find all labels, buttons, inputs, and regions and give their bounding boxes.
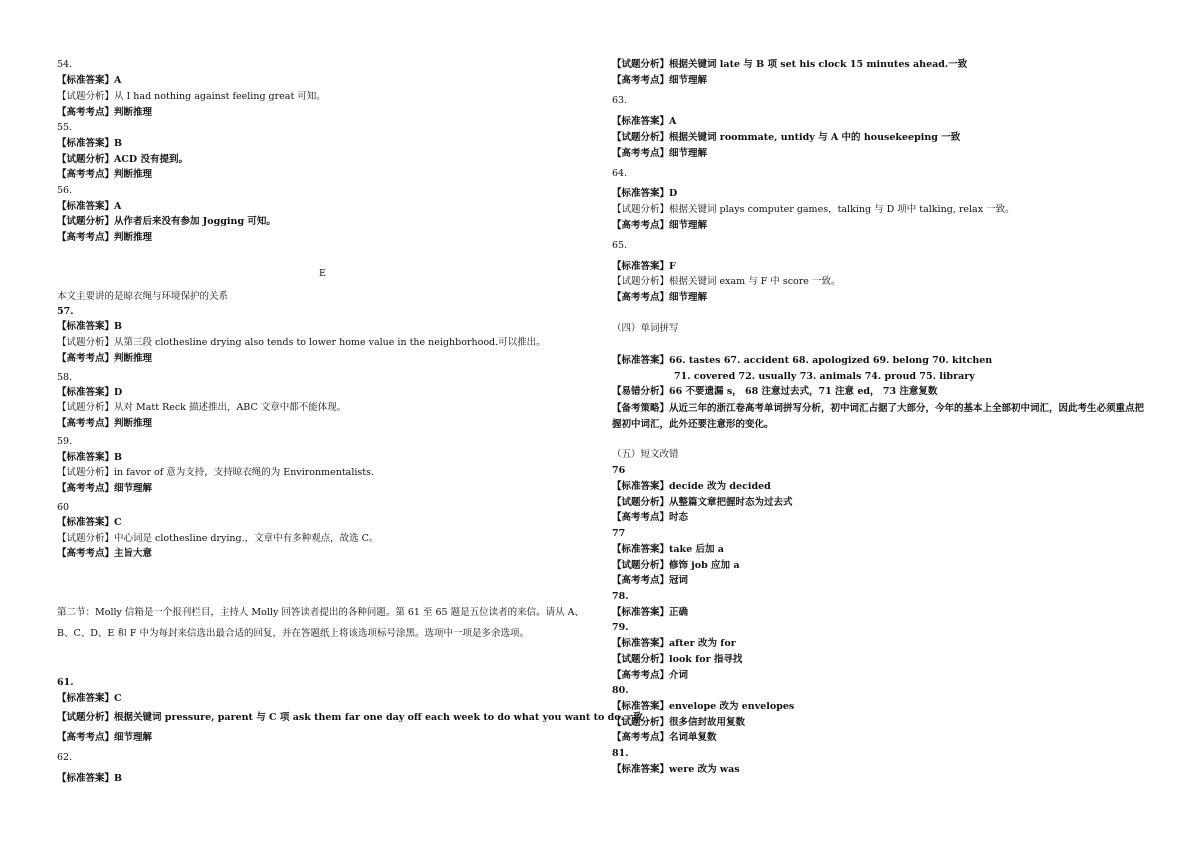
exam-point: 【高考考点】细节理解: [612, 220, 708, 231]
question-number: 57.: [57, 306, 74, 317]
question-number: 62.: [57, 752, 73, 763]
exam-point: 【高考考点】冠词: [612, 575, 689, 586]
question-number: 60: [57, 502, 70, 513]
standard-answer: 【标准答案】正确: [612, 607, 689, 618]
exam-point: 【高考考点】介词: [612, 670, 689, 681]
analysis: 【试题分析】从对 Matt Reck 描述推出，ABC 文章中都不能体现。: [57, 402, 347, 413]
exam-point: 【高考考点】判断推理: [57, 418, 153, 429]
standard-answer: 【标准答案】envelope 改为 envelopes: [612, 701, 795, 712]
exam-point: 【高考考点】判断推理: [57, 232, 153, 243]
analysis: 【试题分析】很多信封故用复数: [612, 717, 746, 728]
study-strategy: 【备考策略】从近三年的浙江卷高考单词拼写分析，初中词汇占据了大部分，今年的基本上全部初中词汇，因此考生必须重点把握初中词汇，此外还要注意形的变化。: [612, 403, 1145, 430]
standard-answer: 【标准答案】D: [612, 188, 678, 199]
question-number: 59.: [57, 436, 73, 447]
analysis: 【试题分析】in favor of 意为支持，支持晾衣绳的为 Environmentalists.: [57, 467, 375, 478]
analysis: 【试题分析】中心词是 clothesline drying.，文章中有多种观点，故选 C。: [57, 533, 379, 544]
question-number: 61.: [57, 677, 74, 688]
standard-answer: 【标准答案】A: [57, 75, 122, 86]
standard-answer: 【标准答案】B: [57, 452, 123, 463]
exam-point: 【高考考点】判断推理: [57, 169, 153, 180]
exam-point: 【高考考点】名词单复数: [612, 732, 717, 743]
analysis: 【试题分析】根据关键词 exam 与 F 中 score 一致。: [612, 276, 841, 287]
passage-summary: 本文主要讲的是晾衣绳与环境保护的关系: [57, 291, 229, 302]
question-number: 56.: [57, 185, 73, 196]
exam-point: 【高考考点】细节理解: [57, 732, 153, 743]
question-number: 76: [612, 465, 626, 476]
question-number: 78.: [612, 591, 629, 602]
standard-answer: 【标准答案】F: [612, 261, 676, 272]
standard-answer: 【标准答案】A: [57, 201, 122, 212]
question-number: 55.: [57, 122, 73, 133]
question-number: 77: [612, 528, 626, 539]
question-number: 64.: [612, 168, 628, 179]
exam-point: 【高考考点】时态: [612, 512, 689, 523]
exam-point: 【高考考点】细节理解: [612, 292, 708, 303]
analysis: 【试题分析】look for 指寻找: [612, 654, 743, 665]
exam-point: 【高考考点】细节理解: [612, 148, 708, 159]
exam-point: 【高考考点】判断推理: [57, 353, 153, 364]
standard-answer: 【标准答案】A: [612, 116, 677, 127]
analysis: 【试题分析】根据关键词 roommate, untidy 与 A 中的 housekeeping 一致: [612, 132, 961, 143]
standard-answer: 【标准答案】take 后加 a: [612, 544, 724, 555]
standard-answer: 【标准答案】D: [57, 387, 123, 398]
question-number: 54.: [57, 59, 73, 70]
error-analysis: 【易错分析】66 不要遗漏 s， 68 注意过去式，71 注意 ed， 73 注意复数: [612, 386, 938, 397]
analysis: 【试题分析】修饰 job 应加 a: [612, 560, 740, 571]
exam-point: 【高考考点】判断推理: [57, 107, 153, 118]
analysis: 【试题分析】从整篇文章把握时态为过去式: [612, 497, 793, 508]
analysis: 【试题分析】根据关键词 plays computer games，talking 与 D 项中 talking, relax 一致。: [612, 204, 1015, 215]
standard-answer: 【标准答案】were 改为 was: [612, 764, 740, 775]
standard-answer: 【标准答案】B: [57, 321, 123, 332]
standard-answer: 【标准答案】after 改为 for: [612, 638, 736, 649]
spelling-answers-row-2: 71. covered 72. usually 73. animals 74. proud 75. library: [674, 371, 975, 382]
question-number: 79.: [612, 622, 629, 633]
question-number: 58.: [57, 372, 73, 383]
analysis: 【试题分析】ACD 没有提到。: [57, 154, 188, 165]
section-five-title: （五）短文改错: [612, 449, 679, 460]
exam-point: 【高考考点】细节理解: [612, 75, 708, 86]
analysis: 【试题分析】根据关键词 pressure, parent 与 C 项 ask them far one day off each week to do what you want to do.一致: [57, 712, 643, 723]
standard-answer: 【标准答案】C: [57, 693, 122, 704]
analysis: 【试题分析】从 I had nothing against feeling great 可知。: [57, 91, 326, 102]
question-number: 80.: [612, 685, 629, 696]
question-number: 81.: [612, 748, 629, 759]
analysis: 【试题分析】根据关键词 late 与 B 项 set his clock 15 minutes ahead.一致: [612, 59, 968, 70]
question-number: 65.: [612, 240, 628, 251]
section-two-instructions: 第二节：Molly 信箱是一个报刊栏目，主持人 Molly 回答读者提出的各种问题。第 61 至 65 题是五位读者的来信。请从 A、B、C、D、E 和 F 中为每封来信选出最合适的回复，并在答题纸上将该选项标号涂黑。选项中一项是多余选项。: [57, 607, 584, 639]
analysis: 【试题分析】从第三段 clothesline drying also tends to lower home value in the neighborhood.可以推出。: [57, 337, 546, 348]
section-four-title: （四）单词拼写: [612, 323, 679, 334]
standard-answer: 【标准答案】decide 改为 decided: [612, 481, 771, 492]
standard-answer: 【标准答案】B: [57, 773, 123, 784]
exam-point: 【高考考点】细节理解: [57, 483, 153, 494]
analysis: 【试题分析】从作者后来没有参加 Jogging 可知。: [57, 216, 276, 227]
question-number: 63.: [612, 95, 628, 106]
section-e-heading: E: [319, 268, 326, 279]
standard-answer: 【标准答案】C: [57, 517, 122, 528]
spelling-answers-row-1: 【标准答案】66. tastes 67. accident 68. apologized 69. belong 70. kitchen: [612, 355, 993, 366]
exam-point: 【高考考点】主旨大意: [57, 548, 153, 559]
standard-answer: 【标准答案】B: [57, 138, 123, 149]
